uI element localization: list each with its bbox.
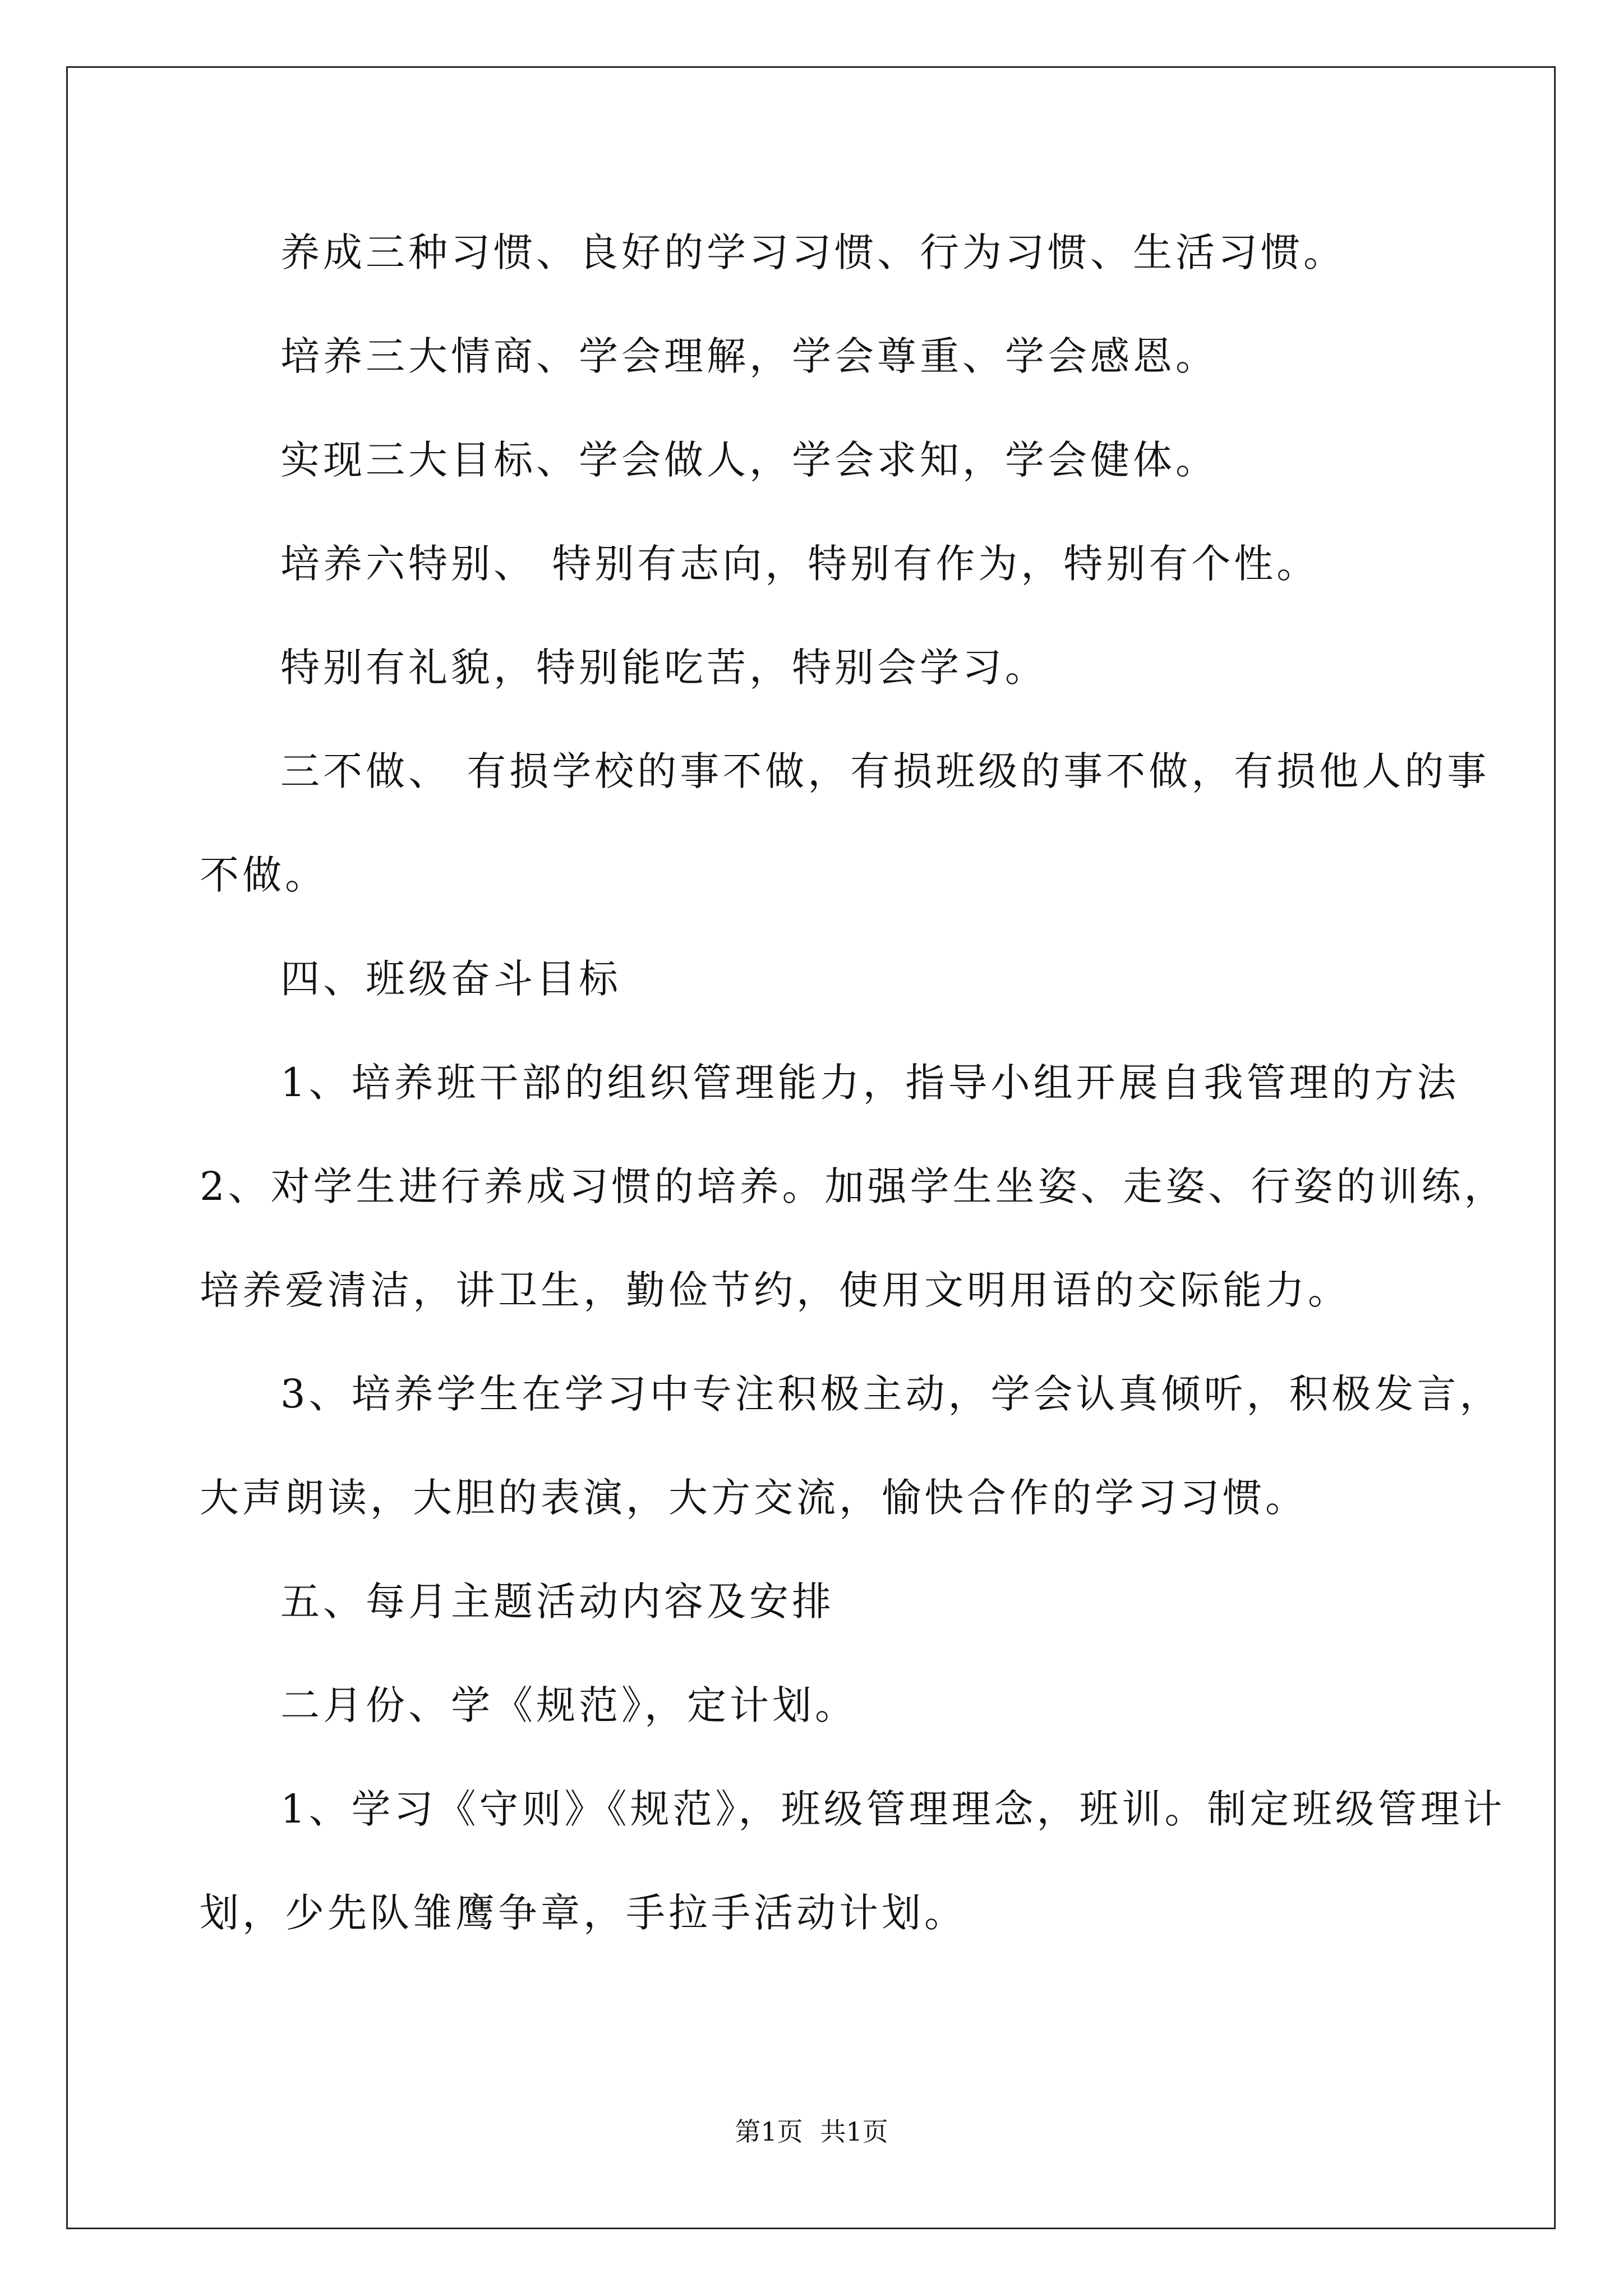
section-heading-monthly: 五、每月主题活动内容及安排	[280, 1579, 834, 1625]
list-item-feb-1-cont: 划，少先队雏鹰争章，手拉手活动计划。	[200, 1890, 967, 1936]
paragraph-habits: 养成三种习惯、良好的学习习惯、行为习惯、生活习惯。	[280, 229, 1346, 275]
page-total: 共1页	[820, 2116, 888, 2147]
page-footer	[0, 2115, 1623, 2148]
paragraph-three-dont-cont: 不做。	[200, 852, 328, 898]
paragraph-february: 二月份、学《规范》，定计划。	[280, 1682, 857, 1728]
list-item-3-cont: 大声朗读，大胆的表演，大方交流，愉快合作的学习习惯。	[200, 1475, 1308, 1521]
paragraph-six-special-cont: 特别有礼貌，特别能吃苦，特别会学习。	[280, 645, 1048, 691]
paragraph-goals: 实现三大目标、学会做人，学会求知，学会健体。	[280, 437, 1218, 483]
list-item-1: 1、培养班干部的组织管理能力，指导小组开展自我管理的方法	[280, 1060, 1460, 1106]
list-item-feb-1: 1、学习《守则》《规范》，班级管理理念，班训。制定班级管理计	[280, 1786, 1506, 1832]
paragraph-three-dont: 三不做、 有损学校的事不做，有损班级的事不做，有损他人的事	[280, 748, 1490, 794]
paragraph-six-special: 培养六特别、 特别有志向，特别有作为，特别有个性。	[280, 541, 1320, 587]
list-item-3: 3、培养学生在学习中专注积极主动，学会认真倾听，积极发言，	[280, 1371, 1502, 1417]
section-heading-class-goals: 四、班级奋斗目标	[280, 956, 621, 1002]
page-number: 第1页	[735, 2116, 803, 2147]
list-item-2-cont: 培养爱清洁，讲卫生，勤俭节约，使用文明用语的交际能力。	[200, 1267, 1350, 1313]
paragraph-eq: 培养三大情商、学会理解，学会尊重、学会感恩。	[280, 333, 1218, 379]
list-item-2: 2、对学生进行养成习惯的培养。加强学生坐姿、走姿、行姿的训练，	[200, 1163, 1507, 1209]
